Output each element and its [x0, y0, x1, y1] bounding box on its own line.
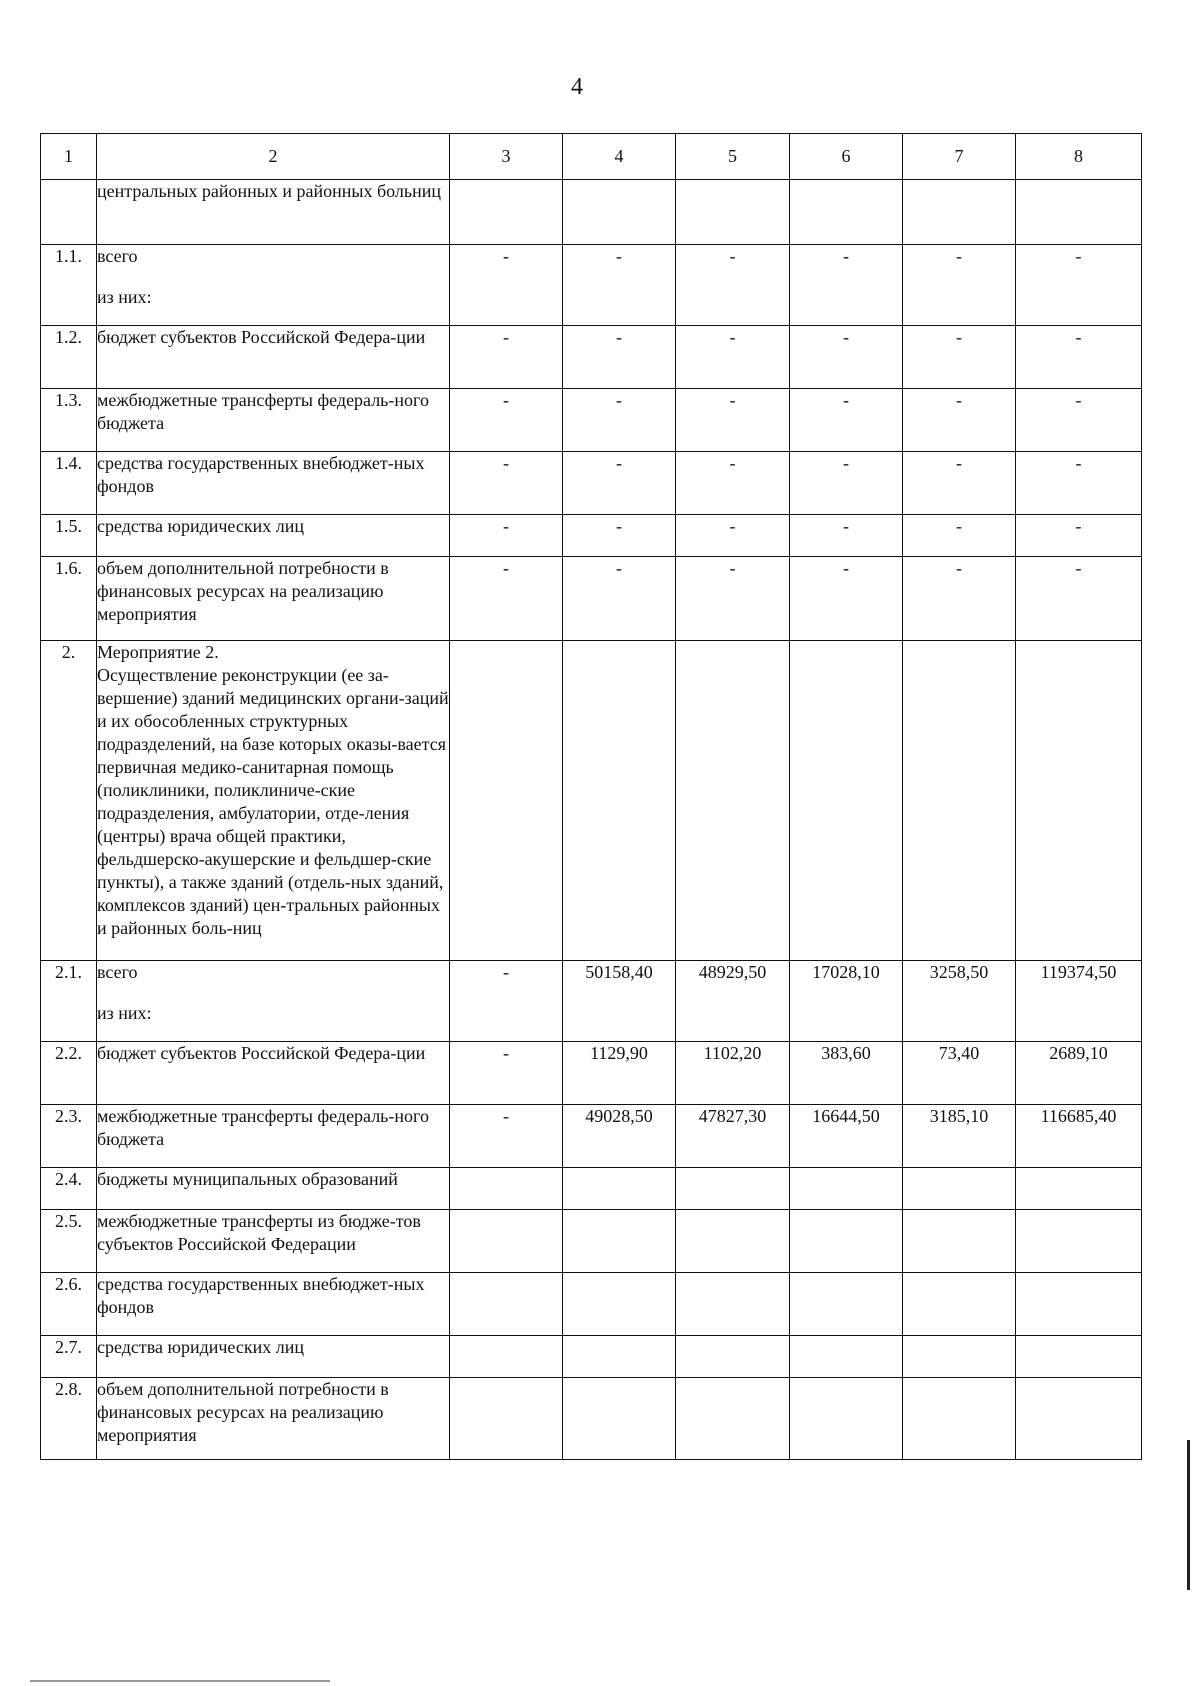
- value-cell: -: [790, 245, 903, 326]
- value-cell: -: [1016, 557, 1142, 641]
- row-description: [97, 245, 450, 326]
- value-cell: [903, 1273, 1016, 1336]
- value-cell: -: [790, 515, 903, 557]
- value-cell: [1016, 1168, 1142, 1210]
- column-header: 6: [790, 134, 903, 180]
- value-cell: [790, 1378, 903, 1460]
- row-description-text: средства государственных внебюджет-ных фондов: [97, 1274, 425, 1317]
- row-description-text: средства юридических лиц: [97, 516, 304, 536]
- row-number: 2.7.: [41, 1336, 97, 1378]
- value-cell: 48929,50: [676, 961, 790, 1042]
- row-description-text: межбюджетные трансферты федераль-ного бюджета: [97, 1106, 429, 1149]
- value-cell: [563, 641, 676, 961]
- value-cell: [903, 641, 1016, 961]
- value-cell: [676, 1336, 790, 1378]
- value-cell: 1102,20: [676, 1042, 790, 1105]
- column-header: 2: [97, 134, 450, 180]
- value-cell: [563, 1210, 676, 1273]
- financing-table: [40, 133, 1142, 1460]
- value-cell: -: [790, 389, 903, 452]
- value-cell: -: [563, 452, 676, 515]
- value-cell: -: [676, 389, 790, 452]
- value-cell: 50158,40: [563, 961, 676, 1042]
- value-cell: [790, 1336, 903, 1378]
- row-number: [41, 180, 97, 245]
- table-row: [41, 515, 1142, 557]
- column-header: 8: [1016, 134, 1142, 180]
- row-description: [97, 1378, 450, 1460]
- header-row: [41, 134, 1142, 180]
- value-cell: [1016, 180, 1142, 245]
- row-number: 2.6.: [41, 1273, 97, 1336]
- row-subtitle: из них:: [97, 287, 152, 307]
- value-cell: -: [676, 452, 790, 515]
- table-row: [41, 1042, 1142, 1105]
- row-description: [97, 557, 450, 641]
- page-number: 4: [571, 74, 583, 100]
- row-description: [97, 1105, 450, 1168]
- value-cell: [676, 1210, 790, 1273]
- column-header: 3: [450, 134, 563, 180]
- column-header: 1: [41, 134, 97, 180]
- row-number: 1.2.: [41, 326, 97, 389]
- value-cell: [450, 1168, 563, 1210]
- value-cell: -: [790, 557, 903, 641]
- value-cell: 383,60: [790, 1042, 903, 1105]
- value-cell: -: [450, 557, 563, 641]
- table-row: [41, 1378, 1142, 1460]
- row-description-text: средства юридических лиц: [97, 1337, 304, 1357]
- table-row: [41, 1168, 1142, 1210]
- scan-edge-mark: [1187, 1440, 1190, 1590]
- value-cell: 47827,30: [676, 1105, 790, 1168]
- value-cell: 116685,40: [1016, 1105, 1142, 1168]
- value-cell: [563, 1378, 676, 1460]
- value-cell: [676, 1273, 790, 1336]
- row-description-text: бюджет субъектов Российской Федера-ции: [97, 327, 426, 347]
- row-number: 1.5.: [41, 515, 97, 557]
- value-cell: 1129,90: [563, 1042, 676, 1105]
- table-row: [41, 245, 1142, 326]
- value-cell: [676, 1168, 790, 1210]
- row-description: [97, 180, 450, 245]
- value-cell: -: [450, 389, 563, 452]
- row-subtitle: из них:: [97, 1003, 152, 1023]
- value-cell: [450, 1336, 563, 1378]
- value-cell: [676, 641, 790, 961]
- row-number: 2.4.: [41, 1168, 97, 1210]
- row-description-text: всего: [97, 962, 138, 982]
- value-cell: [676, 180, 790, 245]
- value-cell: [1016, 1336, 1142, 1378]
- table-row: [41, 1105, 1142, 1168]
- table-row: [41, 961, 1142, 1042]
- value-cell: -: [450, 515, 563, 557]
- value-cell: -: [903, 557, 1016, 641]
- row-description-text: Мероприятие 2. Осуществление реконструкции (ее за-вершение) зданий медицинских органи-заций и их обособленных структурных подразделений, на базе которых оказы-вается первичная медико-санитарная помощь (поликлиники, поликлиниче-ские подразделения, амбулатории, отде-ления (центры) врача общей практики, фельдшерско-акушерские и фельдшер-ские пункты), а также зданий (отдель-ных зданий, комплексов зданий) цен-тральных районных и районных боль-ниц: [97, 642, 449, 938]
- row-description: [97, 961, 450, 1042]
- row-description: [97, 389, 450, 452]
- value-cell: 49028,50: [563, 1105, 676, 1168]
- value-cell: -: [1016, 326, 1142, 389]
- value-cell: -: [903, 452, 1016, 515]
- value-cell: [903, 1168, 1016, 1210]
- value-cell: -: [450, 1105, 563, 1168]
- value-cell: -: [563, 515, 676, 557]
- table-row: [41, 641, 1142, 961]
- value-cell: -: [676, 557, 790, 641]
- row-description: [97, 641, 450, 961]
- row-description-text: межбюджетные трансферты федераль-ного бюджета: [97, 390, 429, 433]
- value-cell: [563, 1273, 676, 1336]
- row-number: 1.1.: [41, 245, 97, 326]
- row-number: 1.4.: [41, 452, 97, 515]
- value-cell: [903, 1336, 1016, 1378]
- value-cell: [450, 1210, 563, 1273]
- row-description-text: всего: [97, 246, 138, 266]
- value-cell: -: [790, 452, 903, 515]
- value-cell: [450, 1273, 563, 1336]
- row-description-text: объем дополнительной потребности в финансовых ресурсах на реализацию мероприятия: [97, 1379, 389, 1445]
- value-cell: -: [1016, 515, 1142, 557]
- value-cell: [790, 1168, 903, 1210]
- table-row: [41, 452, 1142, 515]
- column-header: 7: [903, 134, 1016, 180]
- row-description-text: бюджеты муниципальных образований: [97, 1169, 398, 1189]
- value-cell: [790, 180, 903, 245]
- column-header: 5: [676, 134, 790, 180]
- value-cell: 2689,10: [1016, 1042, 1142, 1105]
- value-cell: -: [903, 245, 1016, 326]
- row-description: [97, 326, 450, 389]
- table-row: [41, 326, 1142, 389]
- value-cell: -: [676, 326, 790, 389]
- table-row: [41, 1210, 1142, 1273]
- value-cell: [563, 1168, 676, 1210]
- row-description: [97, 452, 450, 515]
- value-cell: 73,40: [903, 1042, 1016, 1105]
- value-cell: [790, 1210, 903, 1273]
- value-cell: [450, 1378, 563, 1460]
- row-description: [97, 1042, 450, 1105]
- value-cell: -: [903, 389, 1016, 452]
- value-cell: 119374,50: [1016, 961, 1142, 1042]
- value-cell: [1016, 641, 1142, 961]
- column-header: 4: [563, 134, 676, 180]
- value-cell: -: [790, 326, 903, 389]
- row-description-text: межбюджетные трансферты из бюдже-тов субъектов Российской Федерации: [97, 1211, 421, 1254]
- value-cell: [450, 180, 563, 245]
- value-cell: -: [563, 389, 676, 452]
- table-row: [41, 389, 1142, 452]
- scan-bottom-line: [30, 1680, 330, 1682]
- value-cell: [1016, 1378, 1142, 1460]
- value-cell: -: [1016, 452, 1142, 515]
- row-description: [97, 1336, 450, 1378]
- value-cell: [790, 641, 903, 961]
- value-cell: -: [563, 557, 676, 641]
- value-cell: [903, 1378, 1016, 1460]
- row-description: [97, 1210, 450, 1273]
- value-cell: -: [450, 245, 563, 326]
- value-cell: [903, 1210, 1016, 1273]
- row-description: [97, 1168, 450, 1210]
- row-number: 1.3.: [41, 389, 97, 452]
- value-cell: -: [903, 515, 1016, 557]
- value-cell: [563, 180, 676, 245]
- table-row: [41, 557, 1142, 641]
- value-cell: -: [450, 452, 563, 515]
- value-cell: [1016, 1210, 1142, 1273]
- value-cell: [903, 180, 1016, 245]
- value-cell: -: [1016, 389, 1142, 452]
- row-number: 2.1.: [41, 961, 97, 1042]
- value-cell: -: [450, 326, 563, 389]
- value-cell: [563, 1336, 676, 1378]
- table-row: [41, 1336, 1142, 1378]
- row-description-text: центральных районных и районных больниц: [97, 181, 442, 201]
- value-cell: 16644,50: [790, 1105, 903, 1168]
- row-description-text: объем дополнительной потребности в финансовых ресурсах на реализацию мероприятия: [97, 558, 389, 624]
- row-description: [97, 515, 450, 557]
- value-cell: -: [450, 1042, 563, 1105]
- value-cell: [450, 641, 563, 961]
- value-cell: 3258,50: [903, 961, 1016, 1042]
- value-cell: -: [1016, 245, 1142, 326]
- row-description-text: бюджет субъектов Российской Федера-ции: [97, 1043, 426, 1063]
- value-cell: [790, 1273, 903, 1336]
- row-number: 2.8.: [41, 1378, 97, 1460]
- table-row: [41, 1273, 1142, 1336]
- value-cell: -: [563, 326, 676, 389]
- table-row: [41, 180, 1142, 245]
- row-number: 2.5.: [41, 1210, 97, 1273]
- value-cell: 3185,10: [903, 1105, 1016, 1168]
- row-number: 2.: [41, 641, 97, 961]
- value-cell: -: [563, 245, 676, 326]
- row-number: 1.6.: [41, 557, 97, 641]
- value-cell: [676, 1378, 790, 1460]
- value-cell: -: [903, 326, 1016, 389]
- value-cell: -: [676, 245, 790, 326]
- value-cell: 17028,10: [790, 961, 903, 1042]
- value-cell: -: [450, 961, 563, 1042]
- row-number: 2.2.: [41, 1042, 97, 1105]
- row-description: [97, 1273, 450, 1336]
- row-description-text: средства государственных внебюджет-ных фондов: [97, 453, 425, 496]
- row-number: 2.3.: [41, 1105, 97, 1168]
- value-cell: -: [676, 515, 790, 557]
- value-cell: [1016, 1273, 1142, 1336]
